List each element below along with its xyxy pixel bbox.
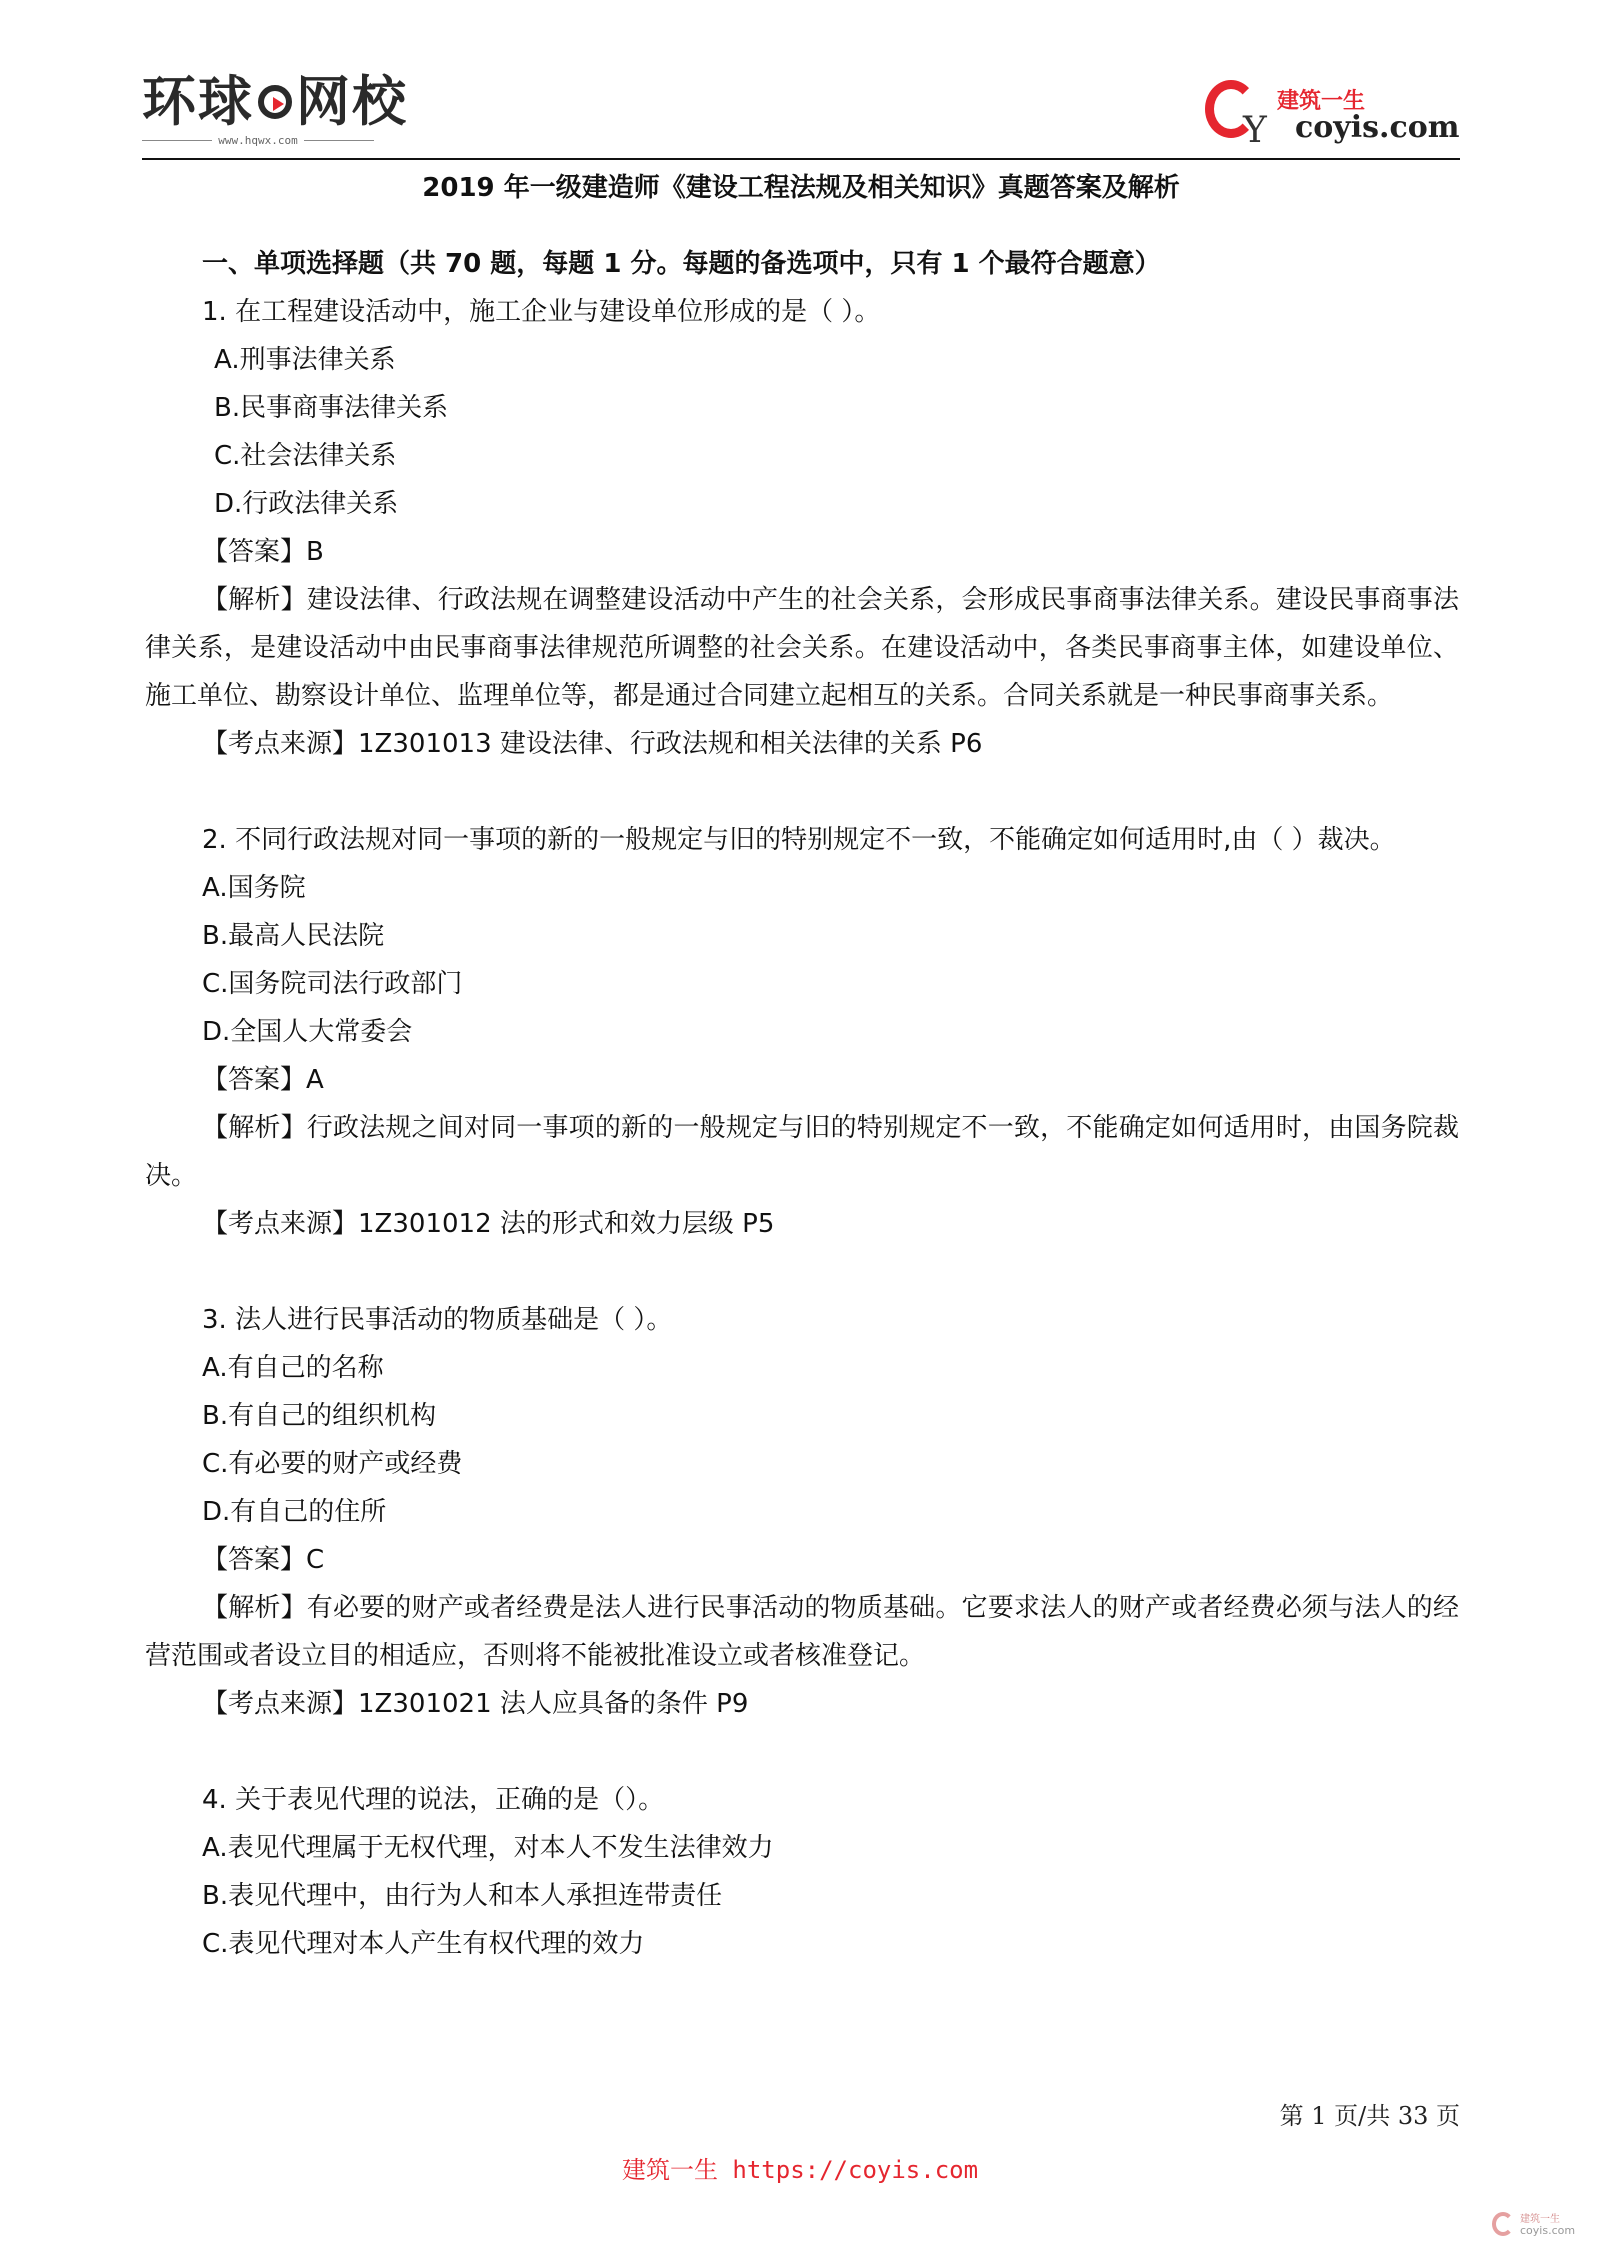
option-c: C.表见代理对本人产生有权代理的效力 (202, 1929, 645, 1959)
analysis: 【解析】行政法规之间对同一事项的新的一般规定与旧的特别规定不一致，不能确定如何适用时，由国务院裁决。 (145, 1113, 1459, 1191)
option-d: D.行政法律关系 (214, 489, 399, 519)
option-d: D.有自己的住所 (202, 1497, 387, 1527)
option-d: D.全国人大常委会 (202, 1017, 413, 1047)
answer: 【答案】B (202, 537, 324, 567)
question-3 (145, 1296, 1459, 1728)
coyis-logo-en: coyis.com (1295, 110, 1460, 145)
option-c: C.国务院司法行政部门 (202, 969, 463, 999)
section-heading: 一、单项选择题（共 70 题，每题 1 分。每题的备选项中，只有 1 个最符合题意） (202, 249, 1161, 279)
hqwx-logo-text-2: 网校 (296, 70, 408, 133)
coyis-watermark (1492, 2208, 1592, 2240)
question-1 (145, 288, 1459, 768)
analysis: 【解析】有必要的财产或者经费是法人进行民事活动的物质基础。它要求法人的财产或者经费必须与法人的经营范围或者设立目的相适应，否则将不能被批准设立或者核准登记。 (145, 1593, 1459, 1671)
watermark-c-icon (1492, 2212, 1514, 2236)
answer: 【答案】C (202, 1545, 325, 1575)
answer: 【答案】A (202, 1065, 324, 1095)
analysis: 【解析】建设法律、行政法规在调整建设活动中产生的社会关系，会形成民事商事法律关系。建设民事商事法律关系，是建设活动中由民事商事法律规范所调整的社会关系。在建设活动中，各类民事商事主体，如建设单位、施工单位、勘察设计单位、监理单位等，都是通过合同建立起相互的关系。合同关系就是一种民事商事关系。 (145, 585, 1459, 711)
hqwx-logo-text-1: 环球 (142, 70, 254, 133)
footer-link[interactable]: 建筑一生 https://coyis.com (621, 2156, 979, 2184)
header-divider (142, 158, 1460, 160)
option-a: A.国务院 (202, 873, 306, 903)
option-c: C.有必要的财产或经费 (202, 1449, 463, 1479)
option-c: C.社会法律关系 (214, 441, 397, 471)
option-b: B.有自己的组织机构 (202, 1401, 437, 1431)
question-4 (145, 1776, 1459, 1968)
watermark-cn: 建筑一生 (1520, 2214, 1560, 2225)
document-title: 2019 年一级建造师《建设工程法规及相关知识》真题答案及解析 (422, 173, 1180, 203)
question-2 (145, 816, 1459, 1248)
option-a: A.刑事法律关系 (214, 345, 396, 375)
option-a: A.有自己的名称 (202, 1353, 384, 1383)
option-b: B.表见代理中，由行为人和本人承担连带责任 (202, 1881, 723, 1911)
source: 【考点来源】1Z301021 法人应具备的条件 P9 (202, 1689, 749, 1719)
page-header (0, 0, 1600, 170)
option-b: B.民事商事法律关系 (214, 393, 449, 423)
play-circle-icon (258, 85, 292, 119)
hqwx-logo-url: www.hqwx.com (218, 134, 298, 147)
coyis-y-mark: Y (1243, 110, 1267, 151)
option-b: B.最高人民法院 (202, 921, 385, 951)
page-number: 第 1 页/共 33 页 (1279, 2102, 1460, 2130)
document-body (145, 240, 1459, 1968)
watermark-en: coyis.com (1520, 2224, 1576, 2237)
source: 【考点来源】1Z301013 建设法律、行政法规和相关法律的关系 P6 (202, 729, 983, 759)
question-stem: 4. 关于表见代理的说法，正确的是（）。 (202, 1785, 665, 1815)
coyis-logo-cn: 建筑一生 (1277, 88, 1366, 114)
question-stem: 2. 不同行政法规对同一事项的新的一般规定与旧的特别规定不一致，不能确定如何适用时,由（ ）裁决。 (202, 825, 1396, 855)
question-stem: 3. 法人进行民事活动的物质基础是（ ）。 (202, 1305, 673, 1335)
coyis-logo (1205, 80, 1460, 151)
source: 【考点来源】1Z301012 法的形式和效力层级 P5 (202, 1209, 775, 1239)
option-a: A.表见代理属于无权代理，对本人不发生法律效力 (202, 1833, 774, 1863)
hqwx-logo (142, 72, 408, 147)
question-stem: 1. 在工程建设活动中，施工企业与建设单位形成的是（ ）。 (202, 297, 881, 327)
